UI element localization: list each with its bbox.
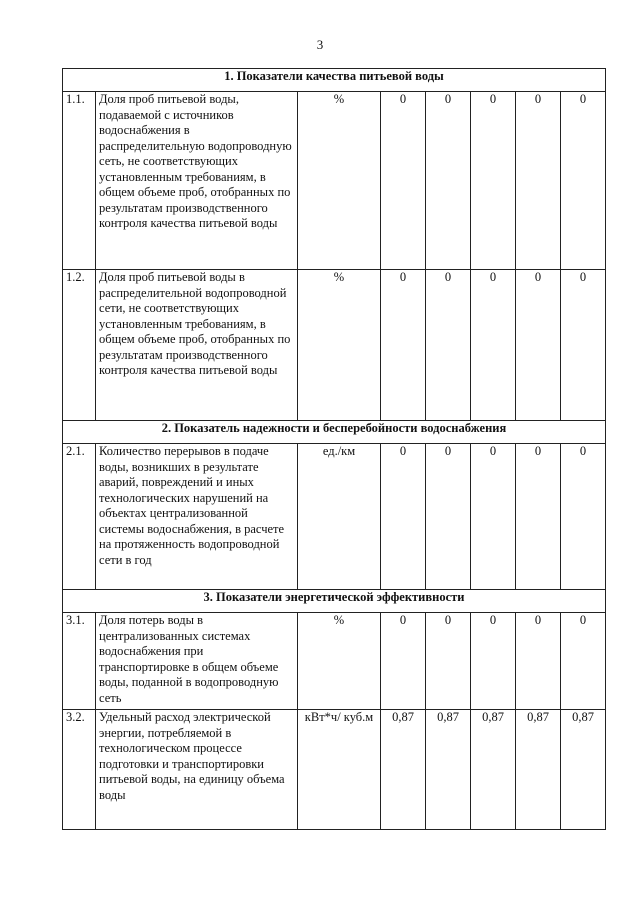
row-description: Доля проб питьевой воды, подаваемой с источников водоснабжения в распределительную водопроводную сеть, не соответствующих установленным требованиям, в общем объеме проб, отобранных по результатам производственного контроля качества питьевой воды: [96, 92, 298, 270]
row-value: 0: [381, 613, 426, 710]
section-header-row: [63, 590, 606, 613]
row-value: 0: [561, 270, 606, 421]
table-row: [63, 613, 606, 710]
row-value: 0: [516, 613, 561, 710]
row-number: 1.2.: [63, 270, 96, 421]
section-header-row: [63, 421, 606, 444]
table-row: [63, 92, 606, 270]
row-value: 0: [381, 270, 426, 421]
row-value: 0: [471, 270, 516, 421]
row-value: 0: [426, 270, 471, 421]
row-value: 0: [381, 92, 426, 270]
row-number: 3.1.: [63, 613, 96, 710]
section-title: 1. Показатели качества питьевой воды: [63, 69, 606, 92]
row-value: 0,87: [471, 710, 516, 830]
row-unit: %: [298, 92, 381, 270]
page-number: 3: [316, 37, 324, 52]
row-value: 0: [516, 92, 561, 270]
section-header-row: [63, 69, 606, 92]
row-value: 0,87: [381, 710, 426, 830]
row-value: 0: [426, 92, 471, 270]
row-description: Удельный расход электрической энергии, потребляемой в технологическом процессе подготовки и транспортировки питьевой воды, на единицу объема воды: [96, 710, 298, 830]
row-value: 0: [471, 92, 516, 270]
row-number: 1.1.: [63, 92, 96, 270]
row-value: 0,87: [426, 710, 471, 830]
row-unit: %: [298, 270, 381, 421]
row-value: 0,87: [516, 710, 561, 830]
row-value: 0: [471, 444, 516, 590]
table-row: [63, 444, 606, 590]
section-title: 2. Показатель надежности и бесперебойности водоснабжения: [63, 421, 606, 444]
row-description: Доля потерь воды в централизованных системах водоснабжения при транспортировке в общем объеме воды, поданной в водопроводную сеть: [96, 613, 298, 710]
table-row: [63, 710, 606, 830]
row-value: 0: [561, 613, 606, 710]
row-value: 0: [426, 613, 471, 710]
row-description: Количество перерывов в подаче воды, возникших в результате аварий, повреждений и иных технологических нарушений на объектах централизованной системы водоснабжения, в расчете на протяженность водопроводной сети в год: [96, 444, 298, 590]
row-value: 0,87: [561, 710, 606, 830]
row-value: 0: [381, 444, 426, 590]
row-unit: кВт*ч/ куб.м: [298, 710, 381, 830]
row-number: 3.2.: [63, 710, 96, 830]
table-row: [63, 270, 606, 421]
row-description: Доля проб питьевой воды в распределительной водопроводной сети, не соответствующих установленным требованиям, в общем объеме проб, отобранных по результатам производственного контроля качества питьевой воды: [96, 270, 298, 421]
row-value: 0: [561, 444, 606, 590]
row-unit: ед./км: [298, 444, 381, 590]
row-value: 0: [471, 613, 516, 710]
row-value: 0: [561, 92, 606, 270]
section-title: 3. Показатели энергетической эффективности: [63, 590, 606, 613]
row-value: 0: [426, 444, 471, 590]
indicators-table: [62, 68, 606, 830]
row-unit: %: [298, 613, 381, 710]
row-number: 2.1.: [63, 444, 96, 590]
row-value: 0: [516, 444, 561, 590]
row-value: 0: [516, 270, 561, 421]
